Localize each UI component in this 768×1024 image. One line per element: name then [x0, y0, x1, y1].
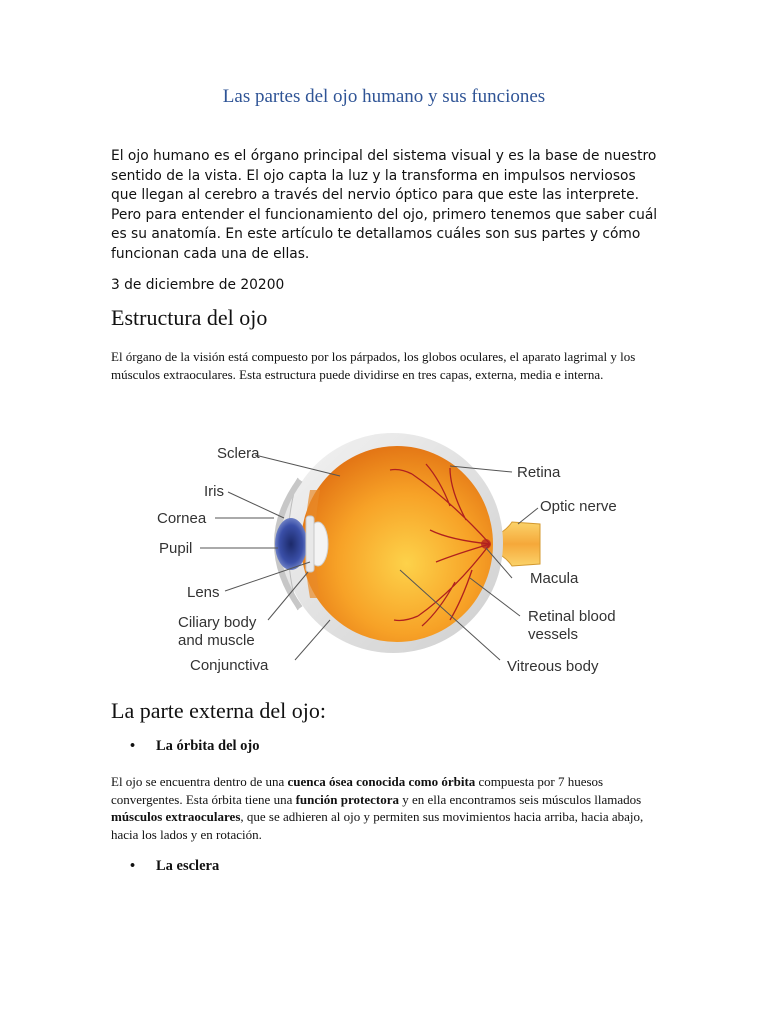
label-pupil: Pupil	[159, 540, 193, 557]
orbita-bold-1: cuenca ósea conocida como órbita	[287, 774, 476, 789]
label-sclera: Sclera	[217, 445, 260, 462]
page-title: Las partes del ojo humano y sus funciones	[222, 86, 546, 107]
bullet-esclera-text: La esclera	[156, 858, 220, 874]
iris-shape	[275, 518, 307, 570]
label-lens: Lens	[187, 584, 220, 601]
label-conjunctiva: Conjunctiva	[190, 657, 269, 674]
orbita-text-2: compuesta por 7 huesos convergentes. Esta órbita tiene una	[111, 774, 604, 807]
heading-estructura: Estructura del ojo	[111, 305, 268, 330]
label-cornea: Cornea	[157, 510, 207, 527]
bullet-dot: •	[130, 738, 136, 754]
label-ciliary-1: Ciliary body	[178, 614, 257, 631]
bullet-dot: •	[130, 858, 136, 874]
label-retinal-1: Retinal blood	[528, 608, 616, 625]
label-retinal-2: vessels	[528, 626, 579, 643]
bullet-esclera	[130, 858, 219, 875]
label-iris: Iris	[204, 483, 224, 500]
orbita-bold-2: función protectora	[295, 791, 399, 807]
eye-anatomy-diagram	[150, 420, 640, 690]
orbita-text-4: , que se adhieren al ojo y permiten sus movimientos hacia arriba, hacia abajo, hacia los lados y en rotación.	[111, 809, 644, 842]
label-macula: Macula	[530, 570, 579, 587]
bullet-orbita-text: La órbita del ojo	[156, 738, 260, 754]
bullet-orbita	[130, 738, 260, 755]
orbita-bold-3: músculos extraoculares	[111, 809, 241, 824]
label-vitreous: Vitreous body	[507, 658, 599, 675]
intro-paragraph: El ojo humano es el órgano principal del sistema visual y es la base de nuestro sentido de la vista. El ojo capta la luz y la transforma en impulsos nerviosos que llegan al cerebro a través del nervio óptico para que este las interprete. Pero para entender el funcionamiento del ojo, primero tenemos que saber cuál es su anatomía. En este artículo te detallamos cuáles son sus partes y cómo funcionan cada una de ellas.	[111, 148, 658, 262]
label-retina: Retina	[517, 464, 561, 481]
label-ciliary-2: and muscle	[178, 632, 255, 649]
paragraph-estructura: El órgano de la visión está compuesto por los párpados, los globos oculares, el aparato lagrimal y los músculos extraoculares. Esta estructura puede dividirse en tres capas, externa, media e interna.	[111, 349, 636, 382]
orbita-text-1: El ojo se encuentra dentro de una	[111, 774, 288, 789]
label-optic-nerve: Optic nerve	[540, 498, 617, 515]
publish-date: 3 de diciembre de 20200	[111, 277, 285, 293]
orbita-text-3: y en ella encontramos seis músculos llamados	[398, 791, 642, 807]
paragraph-orbita	[111, 773, 656, 843]
eyeball-shape	[301, 446, 493, 642]
heading-parte-externa: La parte externa del ojo:	[111, 698, 327, 723]
